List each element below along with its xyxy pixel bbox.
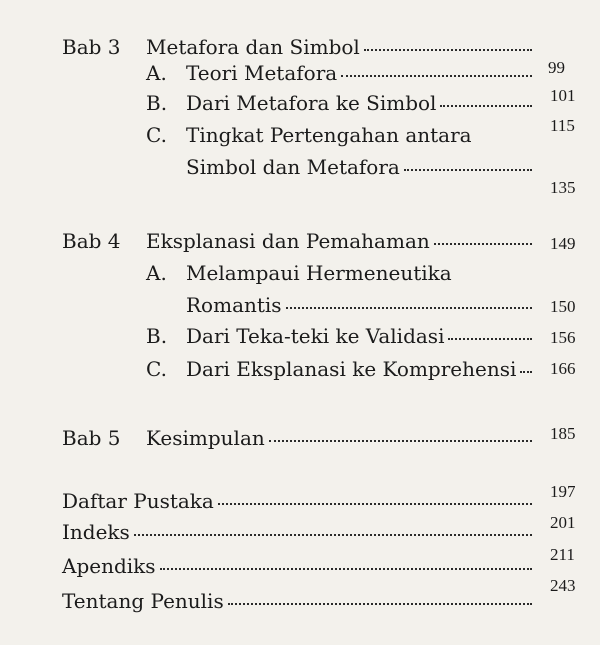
- toc-entry-tentang-penulis: [62, 588, 532, 614]
- toc-entry-4a: [146, 260, 452, 286]
- dot-leader: [404, 169, 532, 171]
- entry-title: Tentang Penulis: [62, 589, 224, 613]
- toc-entry-bab5: [62, 425, 532, 451]
- dot-leader: [448, 338, 532, 340]
- page-number: 150: [550, 297, 576, 316]
- page-number: 185: [550, 424, 576, 443]
- dot-leader: [269, 440, 532, 442]
- toc-entry-daftar-pustaka: [62, 488, 532, 514]
- toc-entry-4b: [146, 323, 532, 349]
- toc-entry-apendiks: [62, 553, 532, 579]
- section-title: Teori Metafora: [186, 61, 338, 85]
- page-number: 243: [550, 576, 576, 595]
- toc-entry-bab4: [62, 228, 532, 254]
- chapter-label: Bab 3: [62, 35, 121, 59]
- dot-leader: [160, 568, 532, 570]
- section-title: Melampaui Hermeneutika: [186, 261, 452, 285]
- section-letter: A.: [146, 61, 167, 85]
- section-title: Tingkat Pertengahan antara: [186, 123, 472, 147]
- section-letter: A.: [146, 261, 167, 285]
- section-title: Dari Eksplanasi ke Komprehensi: [186, 357, 517, 381]
- toc-entry-3c-cont: [186, 154, 532, 180]
- toc-entry-3c: [146, 122, 472, 148]
- page-number: 135: [550, 178, 576, 197]
- section-letter: B.: [146, 91, 168, 115]
- page-number: 211: [550, 545, 575, 564]
- entry-title: Indeks: [62, 520, 130, 544]
- toc-entry-3b: [146, 90, 532, 116]
- page-number: 99: [548, 58, 565, 77]
- dot-leader: [364, 49, 532, 51]
- dot-leader: [134, 534, 532, 536]
- section-letter: C.: [146, 123, 167, 147]
- toc-entry-4c: [146, 356, 532, 382]
- toc-entry-bab3: [62, 34, 532, 60]
- section-letter: C.: [146, 357, 167, 381]
- section-title-continued: Simbol dan Metafora: [186, 155, 400, 179]
- chapter-label: Bab 4: [62, 229, 121, 253]
- dot-leader: [286, 307, 532, 309]
- page-number: 101: [550, 86, 576, 105]
- dot-leader: [218, 503, 532, 505]
- section-letter: B.: [146, 324, 168, 348]
- page-number: 201: [550, 513, 576, 532]
- section-title-continued: Romantis: [186, 293, 282, 317]
- toc-entry-indeks: [62, 519, 532, 545]
- page-number: 156: [550, 328, 576, 347]
- section-title: Dari Teka-teki ke Validasi: [186, 324, 445, 348]
- dot-leader: [440, 105, 532, 107]
- page-number: 149: [550, 234, 576, 253]
- page-number: 166: [550, 359, 576, 378]
- dot-leader: [434, 243, 532, 245]
- chapter-title: Kesimpulan: [146, 426, 265, 450]
- section-title: Dari Metafora ke Simbol: [186, 91, 437, 115]
- page-number: 115: [550, 116, 575, 135]
- dot-leader: [228, 603, 532, 605]
- page-number: 197: [550, 482, 576, 501]
- chapter-label: Bab 5: [62, 426, 121, 450]
- chapter-title: Metafora dan Simbol: [146, 35, 360, 59]
- entry-title: Daftar Pustaka: [62, 489, 214, 513]
- chapter-title: Eksplanasi dan Pemahaman: [146, 229, 430, 253]
- dot-leader: [341, 75, 532, 77]
- toc-entry-4a-cont: [186, 292, 532, 318]
- dot-leader: [520, 371, 532, 373]
- entry-title: Apendiks: [62, 554, 156, 578]
- toc-entry-3a: [146, 60, 532, 86]
